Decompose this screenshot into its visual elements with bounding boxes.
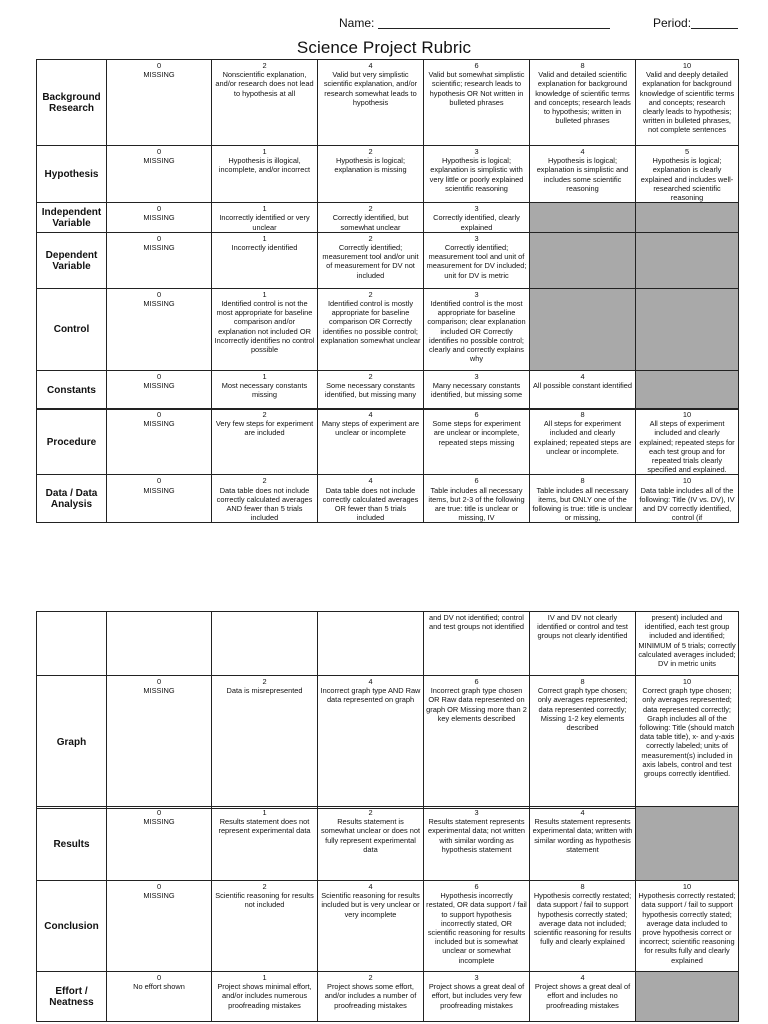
- score-description: Identified control is the most appropriate for baseline comparison; clear explanation included OR Correctly identifies no possible control; clearly and correctly explains why: [427, 299, 526, 364]
- score-description: MISSING: [143, 70, 175, 80]
- rubric-cell: [318, 60, 424, 146]
- rubric-cell: [212, 612, 318, 676]
- score-value: 0: [156, 882, 162, 891]
- score-value: 3: [474, 289, 479, 299]
- score-value: 10: [682, 677, 692, 686]
- score-value: 1: [262, 371, 267, 381]
- score-description: Most necessary constants missing: [221, 381, 308, 400]
- score-value: 8: [580, 677, 585, 686]
- score-description: Very few steps for experiment are included: [215, 419, 314, 438]
- score-value: 2: [262, 882, 267, 891]
- score-value: 2: [368, 973, 373, 982]
- score-value: 10: [682, 410, 692, 419]
- score-description: Data table does not include correctly calculated averages OR fewer than 5 trials included: [322, 485, 419, 523]
- score-description: Hypothesis is logical; explanation is simplistic and includes some scientific reasoning: [536, 156, 629, 193]
- score-description: Correctly identified; measurement tool and unit of measurement for DV included; unit for DV is metric: [426, 243, 527, 280]
- score-value: 4: [368, 677, 373, 686]
- score-description: Project shows a great deal of effort, but includes very few proofreading mistakes: [428, 982, 525, 1010]
- score-description: Valid and deeply detailed explanation for background knowledge of scientific terms and concepts; research clearly leads to hypothesis; written in bulleted phrases, not complete sentences: [639, 70, 735, 135]
- rubric-cell: [424, 475, 530, 523]
- score-description: MISSING: [143, 419, 175, 429]
- score-value: 3: [474, 808, 479, 817]
- rubric-cell: [636, 146, 739, 203]
- score-value: 2: [368, 289, 373, 299]
- rubric-row-dependent-variable: [37, 232, 739, 288]
- score-value: 4: [368, 410, 373, 419]
- rubric-cell: [107, 409, 212, 475]
- score-value: 0: [156, 61, 162, 70]
- rubric-cell: [212, 807, 318, 881]
- score-description: MISSING: [143, 891, 175, 901]
- period-blank-field[interactable]: [691, 14, 738, 29]
- score-description: MISSING: [143, 686, 175, 696]
- rubric-cell: [318, 881, 424, 972]
- rubric-cell: [636, 612, 739, 676]
- shaded-empty-cell: [636, 203, 739, 233]
- rubric-cell: [107, 370, 212, 409]
- rubric-cell: [107, 146, 212, 203]
- score-description: Correct graph type chosen; only averages represented; data represented correctly; Graph includes all of the following: Title (should match data table title), x- and y-axis correctly labeled; units of measurement(s) included in axis labels, control and test groups correctly identified.: [639, 686, 735, 779]
- score-value: 1: [262, 289, 267, 299]
- rubric-cell: [318, 475, 424, 523]
- score-value: 2: [262, 677, 267, 686]
- rubric-cell: [424, 232, 530, 288]
- rubric-table: [36, 408, 739, 523]
- score-value: 1: [262, 973, 267, 982]
- rubric-section-2: [36, 408, 738, 523]
- rubric-cell: [424, 972, 530, 1022]
- rubric-cell: [212, 972, 318, 1022]
- rubric-section-4: [36, 806, 738, 1022]
- rubric-cell: [318, 409, 424, 475]
- rubric-cell: [107, 881, 212, 972]
- rubric-cell: [212, 232, 318, 288]
- score-description: Identified control is mostly appropriate for baseline comparison OR Correctly identifies no possible control; explanation somewhat unclear: [320, 299, 421, 345]
- criterion-label: Hypothesis: [37, 146, 107, 203]
- score-value: 2: [262, 61, 267, 70]
- score-value: 2: [368, 371, 373, 381]
- score-description: Some steps for experiment are unclear or incomplete, repeated steps missing: [432, 419, 521, 447]
- score-value: 4: [580, 147, 585, 156]
- score-description: Incorrect graph type AND Raw data represented on graph: [320, 686, 421, 705]
- shaded-empty-cell: [636, 807, 739, 881]
- page-title: Science Project Rubric: [296, 38, 472, 57]
- score-description: Scientific reasoning for results not included: [215, 891, 314, 910]
- score-value: 0: [156, 973, 162, 982]
- score-value: 2: [262, 476, 267, 486]
- score-value: 2: [368, 147, 373, 156]
- rubric-cell: [424, 807, 530, 881]
- score-description: Correctly identified; measurement tool and/or unit of measurement for DV not included: [322, 243, 419, 280]
- score-value: 1: [262, 147, 267, 156]
- score-description: Table includes all necessary items, but 2-3 of the following are true: title is unclear or missing, IV: [428, 485, 525, 523]
- criterion-label: Control: [37, 288, 107, 370]
- rubric-cell: [424, 881, 530, 972]
- rubric-cell: [318, 288, 424, 370]
- score-description: MISSING: [143, 243, 175, 253]
- score-value: 1: [262, 233, 267, 243]
- score-description: MISSING: [143, 485, 175, 495]
- rubric-row-procedure: [37, 409, 739, 475]
- rubric-row-graph: [37, 676, 739, 809]
- rubric-cell: [107, 232, 212, 288]
- rubric-row-hypothesis: [37, 146, 739, 203]
- score-value: 0: [156, 371, 162, 381]
- name-blank-field[interactable]: [378, 14, 610, 29]
- score-description: Incorrect graph type chosen OR Raw data represented on graph OR Missing more than 2 key elements described: [426, 686, 527, 723]
- rubric-cell: [636, 475, 739, 523]
- rubric-cell: [424, 203, 530, 233]
- score-value: 4: [580, 371, 585, 381]
- score-description: Hypothesis is logical; explanation is clearly explained and includes well-researched scientific reasoning: [640, 156, 734, 203]
- rubric-table: [36, 611, 739, 809]
- score-description: Table includes all necessary items, but ONLY one of the following is true: title is unclear or missing,: [532, 485, 633, 523]
- score-value: 4: [580, 808, 585, 817]
- score-description: MISSING: [143, 381, 175, 391]
- score-description: Some necessary constants identified, but missing many: [324, 381, 417, 400]
- rubric-cell: [424, 146, 530, 203]
- criterion-label: Results: [37, 807, 107, 881]
- score-value: 2: [368, 233, 373, 243]
- score-value: 0: [156, 476, 162, 486]
- rubric-cell: [212, 881, 318, 972]
- rubric-section-1: [36, 59, 738, 410]
- score-description: Hypothesis is logical; explanation is simplistic with very little or poorly explained scientific reasoning: [429, 156, 524, 193]
- rubric-cell: [107, 676, 212, 809]
- score-description: All steps of experiment included and clearly explained; repeated steps for each test group and for repeated trials clearly specified and explained.: [639, 419, 735, 475]
- score-description: Scientific reasoning for results included but is very unclear or very incomplete: [321, 891, 420, 919]
- rubric-cell: [212, 475, 318, 523]
- rubric-cell: [212, 676, 318, 809]
- score-description: Correctly identified, but somewhat unclear: [332, 213, 409, 232]
- rubric-cell: [318, 232, 424, 288]
- score-value: 0: [156, 808, 162, 817]
- score-description: and DV not identified; control and test groups not identified: [429, 613, 524, 632]
- rubric-cell: [107, 807, 212, 881]
- rubric-row-constants: [37, 370, 739, 409]
- criterion-label: Independent Variable: [37, 203, 107, 233]
- rubric-cell: [424, 370, 530, 409]
- rubric-cell: [530, 881, 636, 972]
- score-value: 0: [156, 204, 162, 214]
- score-description: MISSING: [143, 213, 175, 223]
- rubric-row-results: [37, 807, 739, 881]
- score-description: Valid but somewhat simplistic scientific; research leads to hypothesis OR Not written in bulleted phrases: [428, 70, 525, 107]
- rubric-cell: [530, 146, 636, 203]
- shaded-empty-cell: [530, 203, 636, 233]
- rubric-row-control: [37, 288, 739, 370]
- criterion-label: Constants: [37, 370, 107, 409]
- rubric-cell: [107, 203, 212, 233]
- rubric-row-blank: [37, 612, 739, 676]
- rubric-cell: [212, 409, 318, 475]
- score-description: Incorrectly identified: [231, 243, 298, 253]
- rubric-table: [36, 59, 739, 410]
- period-label: Period:: [653, 16, 692, 30]
- rubric-cell: [636, 676, 739, 809]
- rubric-cell: [636, 60, 739, 146]
- score-description: Hypothesis correctly restated; data support / fail to support hypothesis correctly stated; average data included to prove hypothesis correct or incorrect; scientific reasoning for results fully and clearly explained: [638, 891, 736, 965]
- score-value: 1: [262, 204, 267, 214]
- rubric-cell: [530, 60, 636, 146]
- criterion-label: Conclusion: [37, 881, 107, 972]
- score-value: 8: [580, 882, 585, 891]
- rubric-row-conclusion: [37, 881, 739, 972]
- score-description: Valid and detailed scientific explanation for background knowledge of scientific terms and concepts; research leads to hypothesis; written in bulleted phrases: [534, 70, 631, 126]
- rubric-cell: [530, 807, 636, 881]
- rubric-cell: [424, 409, 530, 475]
- rubric-cell: [318, 612, 424, 676]
- rubric-cell: [424, 60, 530, 146]
- rubric-cell: [318, 972, 424, 1022]
- rubric-cell: [530, 370, 636, 409]
- score-value: 0: [156, 677, 162, 686]
- score-value: 8: [580, 410, 585, 419]
- score-value: 0: [156, 147, 162, 156]
- score-description: Valid but very simplistic scientific explanation, and/or research somewhat leads to hypothesis: [323, 70, 418, 107]
- rubric-cell: [530, 676, 636, 809]
- score-description: Data table does not include correctly calculated averages AND fewer than 5 trials included: [216, 485, 313, 523]
- rubric-cell: [318, 676, 424, 809]
- rubric-cell: [530, 972, 636, 1022]
- score-value: 2: [262, 410, 267, 419]
- shaded-empty-cell: [636, 972, 739, 1022]
- score-value: 4: [368, 476, 373, 486]
- score-value: 10: [682, 476, 692, 486]
- score-description: Project shows minimal effort, and/or includes numerous proofreading mistakes: [217, 982, 312, 1010]
- score-value: 0: [156, 410, 162, 419]
- score-description: Data is misrepresented: [226, 686, 303, 696]
- rubric-cell: [424, 676, 530, 809]
- rubric-cell: [318, 370, 424, 409]
- score-value: 4: [368, 61, 373, 70]
- score-description: No effort shown: [133, 982, 185, 992]
- score-description: MISSING: [143, 817, 175, 827]
- score-value: 6: [474, 61, 479, 70]
- rubric-cell: [212, 370, 318, 409]
- score-description: Many steps of experiment are unclear or incomplete: [321, 419, 420, 438]
- score-value: 0: [156, 233, 162, 243]
- score-description: Hypothesis correctly restated; data support / fail to support hypothesis correctly stated; average data not included; scientific reasoning for results fully and clearly explained: [533, 891, 632, 947]
- score-description: Correctly identified, clearly explained: [433, 213, 520, 232]
- rubric-cell: [530, 612, 636, 676]
- student-info-line: [0, 14, 768, 34]
- score-value: 10: [682, 61, 692, 70]
- criterion-label: [37, 612, 107, 676]
- score-value: 0: [156, 289, 162, 299]
- score-description: Correct graph type chosen; only averages represented; data represented correctly; Missing 1-2 key elements described: [537, 686, 628, 733]
- score-description: Results statement is somewhat unclear or does not fully represent experimental data: [320, 817, 420, 854]
- score-value: 3: [474, 973, 479, 982]
- score-description: Nonscientific explanation, and/or research does not lead to hypothesis at all: [215, 70, 314, 98]
- shaded-empty-cell: [636, 370, 739, 409]
- score-description: Data table includes all of the following: Title (IV vs. DV), IV and DV correctly identified, control (if: [639, 485, 735, 523]
- score-value: 3: [474, 371, 479, 381]
- rubric-cell: [530, 409, 636, 475]
- criterion-label: Effort / Neatness: [37, 972, 107, 1022]
- score-description: Hypothesis incorrectly restated, OR data support / fail to support hypothesis incorrectly stated, OR scientific reasoning for results included but is somewhat unclear or somewhat incomplete: [426, 891, 527, 965]
- shaded-empty-cell: [530, 232, 636, 288]
- rubric-cell: [212, 146, 318, 203]
- score-description: Results statement represents experimental data; written with similar wording as hypothesis statement: [532, 817, 633, 854]
- rubric-cell: [636, 881, 739, 972]
- score-description: Project shows some effort, and/or includes a number of proofreading mistakes: [324, 982, 417, 1010]
- rubric-cell: [107, 288, 212, 370]
- rubric-cell: [212, 288, 318, 370]
- score-description: Identified control is not the most appropriate for baseline comparison and/or explanation not included OR Incorrectly identifies no control possible: [214, 299, 315, 355]
- rubric-cell: [424, 612, 530, 676]
- rubric-section-3: [36, 611, 738, 809]
- criterion-label: Dependent Variable: [37, 232, 107, 288]
- score-value: 2: [368, 204, 373, 214]
- name-label: Name:: [339, 16, 375, 30]
- score-value: 6: [474, 476, 479, 486]
- score-description: Hypothesis is logical; explanation is missing: [334, 156, 407, 175]
- shaded-empty-cell: [636, 232, 739, 288]
- rubric-row-effort-neatness: [37, 972, 739, 1022]
- rubric-table: [36, 806, 739, 1022]
- score-value: 4: [368, 882, 373, 891]
- score-value: 10: [682, 882, 692, 891]
- rubric-row-data-data-analysis: [37, 475, 739, 523]
- score-value: 2: [368, 808, 373, 817]
- score-description: All possible constant identified: [532, 381, 632, 391]
- rubric-cell: [318, 203, 424, 233]
- rubric-cell: [318, 146, 424, 203]
- rubric-cell: [107, 972, 212, 1022]
- rubric-cell: [530, 475, 636, 523]
- score-description: present) included and identified, each test group included and identified; MINIMUM of 5 trials; correctly calculated averages included; DV in metric units: [638, 613, 736, 669]
- score-description: MISSING: [143, 299, 175, 309]
- score-description: Many necessary constants identified, but missing some: [430, 381, 523, 400]
- score-value: 4: [580, 973, 585, 982]
- score-value: 8: [580, 61, 585, 70]
- score-value: 3: [474, 204, 479, 214]
- rubric-cell: [212, 203, 318, 233]
- score-value: 6: [474, 882, 479, 891]
- shaded-empty-cell: [636, 288, 739, 370]
- score-value: 5: [684, 147, 690, 156]
- score-value: 3: [474, 147, 479, 156]
- rubric-cell: [107, 475, 212, 523]
- score-description: IV and DV not clearly identified or control and test groups not clearly identified: [537, 613, 628, 641]
- score-value: 3: [474, 233, 479, 243]
- rubric-cell: [318, 807, 424, 881]
- score-description: Hypothesis is illogical, incomplete, and/or incorrect: [218, 156, 311, 175]
- rubric-row-background-research: [37, 60, 739, 146]
- criterion-label: Data / Data Analysis: [37, 475, 107, 523]
- score-description: Results statement represents experimental data; not written with similar wording as hypothesis statement: [428, 817, 525, 854]
- rubric-row-independent-variable: [37, 203, 739, 233]
- score-description: All steps for experiment included and clearly explained; repeated steps are unclear or incomplete.: [533, 419, 632, 456]
- shaded-empty-cell: [530, 288, 636, 370]
- rubric-cell: [636, 409, 739, 475]
- score-value: 6: [474, 410, 479, 419]
- rubric-cell: [424, 288, 530, 370]
- criterion-label: Background Research: [37, 60, 107, 146]
- score-value: 8: [580, 476, 585, 486]
- rubric-cell: [107, 612, 212, 676]
- score-description: MISSING: [143, 156, 175, 166]
- rubric-cell: [107, 60, 212, 146]
- criterion-label: Graph: [37, 676, 107, 809]
- score-description: Results statement does not represent experimental data: [218, 817, 311, 836]
- score-description: Project shows a great deal of effort and includes no proofreading mistakes: [534, 982, 631, 1010]
- score-description: Incorrectly identified or very unclear: [219, 213, 310, 232]
- score-value: 1: [262, 808, 267, 817]
- criterion-label: Procedure: [37, 409, 107, 475]
- score-value: 6: [474, 677, 479, 686]
- rubric-cell: [212, 60, 318, 146]
